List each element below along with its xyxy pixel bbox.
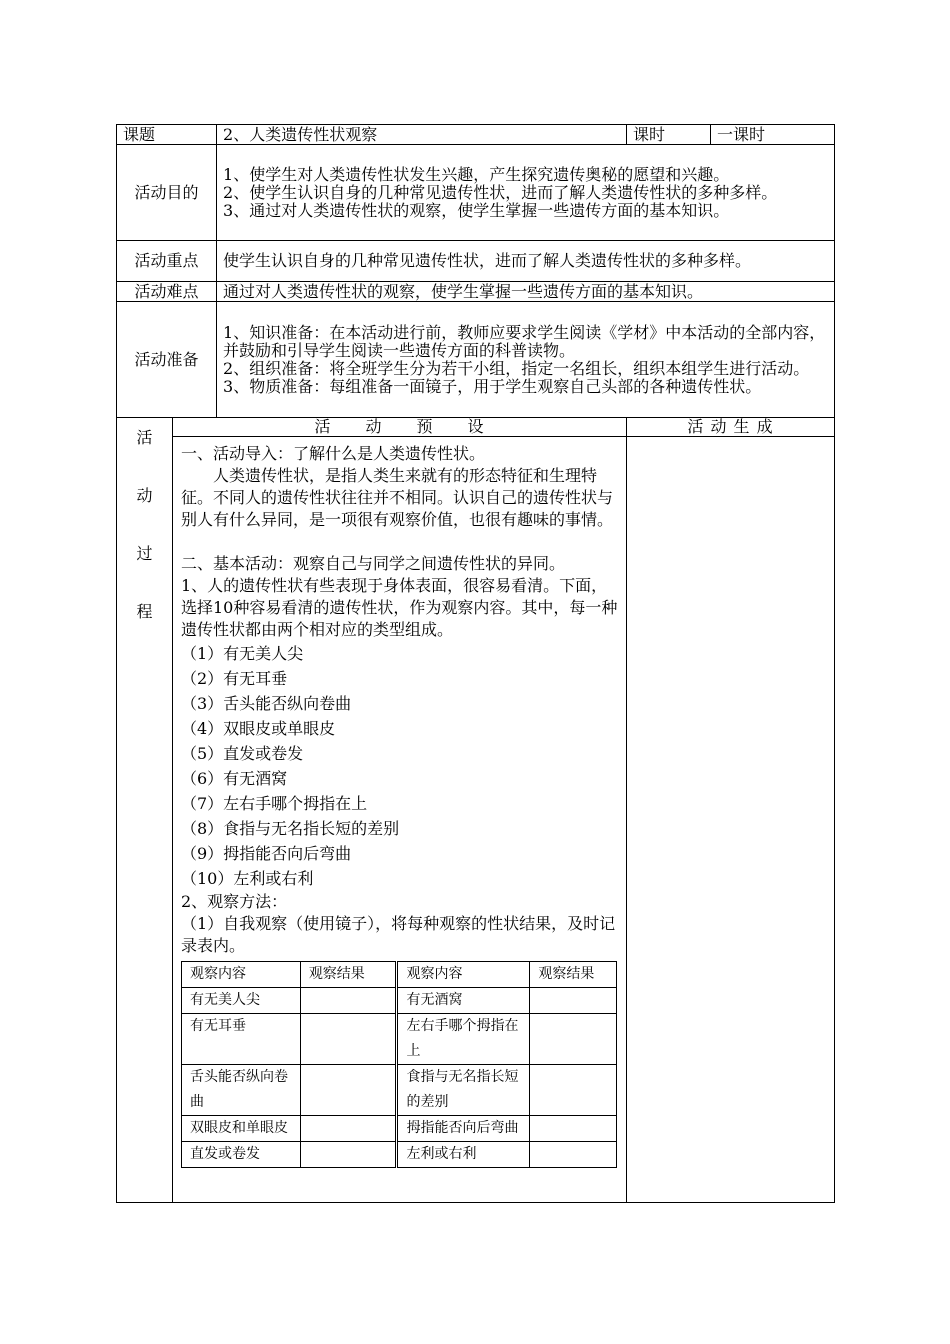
plan-content (173, 437, 627, 1203)
method-title: 2、观察方法： (181, 892, 288, 911)
goals-label: 活动目的 (117, 145, 217, 241)
period-label: 课时 (627, 125, 711, 145)
obs-cell: 左右手哪个拇指在上 (397, 1014, 530, 1065)
process-label-char: 过 (136, 544, 153, 563)
focus-text: 使学生认识自身的几种常见遗传性状，进而了解人类遗传性状的多种多样。 (217, 241, 835, 282)
difficulty-text: 通过对人类遗传性状的观察，使学生掌握一些遗传方面的基本知识。 (217, 282, 835, 302)
obs-result-cell[interactable] (300, 988, 397, 1014)
process-label-char: 活 (136, 428, 153, 447)
trait-item: （6）有无酒窝 (181, 769, 288, 788)
focus-row (117, 241, 835, 282)
table-row (182, 1014, 617, 1065)
obs-result-cell[interactable] (530, 988, 617, 1014)
obs-cell: 有无耳垂 (182, 1014, 301, 1065)
obs-result-cell[interactable] (300, 1116, 397, 1142)
obs-header: 观察结果 (530, 962, 617, 988)
prep-line: 3、物质准备：每组准备一面镜子，用于学生观察自己头部的各种遗传性状。 (223, 376, 762, 396)
obs-header-row (182, 962, 617, 988)
obs-result-cell[interactable] (530, 1014, 617, 1065)
obs-cell: 舌头能否纵向卷曲 (182, 1065, 301, 1116)
trait-item: （2）有无耳垂 (181, 669, 288, 688)
obs-result-cell[interactable] (300, 1065, 397, 1116)
intro-title: 一、活动导入：了解什么是人类遗传性状。 (181, 444, 486, 463)
goal-line: 3、通过对人类遗传性状的观察，使学生掌握一些遗传方面的基本知识。 (223, 200, 730, 220)
process-label (117, 418, 173, 1203)
goal-line: 2、使学生认识自身的几种常见遗传性状，进而了解人类遗传性状的多种多样。 (223, 182, 778, 202)
table-row (182, 1116, 617, 1142)
prep-row (117, 302, 835, 418)
obs-header: 观察内容 (182, 962, 301, 988)
goals-content (217, 145, 835, 241)
focus-label: 活动重点 (117, 241, 217, 282)
result-content[interactable] (627, 437, 835, 1203)
topic-value: 2、人类遗传性状观察 (217, 125, 627, 145)
table-row (182, 1142, 617, 1168)
goal-line: 1、使学生对人类遗传性状发生兴趣，产生探究遗传奥秘的愿望和兴趣。 (223, 164, 730, 184)
trait-item: （9）拇指能否向后弯曲 (181, 844, 352, 863)
trait-item: （1）有无美人尖 (181, 644, 304, 663)
obs-cell: 食指与无名指长短的差别 (397, 1065, 530, 1116)
observation-table (181, 961, 617, 1168)
process-label-char: 动 (136, 486, 153, 505)
trait-item: （5）直发或卷发 (181, 744, 304, 763)
obs-result-cell[interactable] (300, 1142, 397, 1168)
prep-label: 活动准备 (117, 302, 217, 418)
obs-header: 观察结果 (300, 962, 397, 988)
plan-header: 活 动 预 设 (173, 418, 627, 437)
trait-item: （3）舌头能否纵向卷曲 (181, 694, 352, 713)
process-label-char: 程 (136, 602, 153, 621)
obs-cell: 拇指能否向后弯曲 (397, 1116, 530, 1142)
obs-cell: 有无酒窝 (397, 988, 530, 1014)
obs-header: 观察内容 (397, 962, 530, 988)
trait-item: （7）左右手哪个拇指在上 (181, 794, 368, 813)
table-row (182, 1065, 617, 1116)
goals-row (117, 145, 835, 241)
topic-row (117, 125, 835, 145)
difficulty-row (117, 282, 835, 302)
table-row (182, 988, 617, 1014)
method-text: （1）自我观察（使用镜子），将每种观察的性状结果，及时记录表内。 (181, 914, 616, 955)
obs-cell: 双眼皮和单眼皮 (182, 1116, 301, 1142)
difficulty-label: 活动难点 (117, 282, 217, 302)
trait-item: （8）食指与无名指长短的差别 (181, 819, 400, 838)
prep-content (217, 302, 835, 418)
obs-result-cell[interactable] (530, 1142, 617, 1168)
prep-line: 1、知识准备：在本活动进行前，教师应要求学生阅读《学材》中本活动的全部内容，并鼓励和引导学生阅读一些遗传方面的科普读物。 (223, 322, 826, 360)
obs-result-cell[interactable] (530, 1116, 617, 1142)
obs-result-cell[interactable] (530, 1065, 617, 1116)
obs-result-cell[interactable] (300, 1014, 397, 1065)
trait-item: （4）双眼皮或单眼皮 (181, 719, 336, 738)
topic-label: 课题 (117, 125, 217, 145)
prep-line: 2、组织准备：将全班学生分为若干小组，指定一名组长，组织本组学生进行活动。 (223, 358, 810, 378)
basic-title: 二、基本活动：观察自己与同学之间遗传性状的异同。 (181, 554, 566, 573)
process-header-row (117, 418, 835, 437)
period-value: 一课时 (711, 125, 835, 145)
obs-cell: 左利或右利 (397, 1142, 530, 1168)
trait-item: （10）左利或右利 (181, 869, 314, 888)
obs-cell: 有无美人尖 (182, 988, 301, 1014)
obs-cell: 直发或卷发 (182, 1142, 301, 1168)
basic-text: 1、人的遗传性状有些表现于身体表面，很容易看清。下面，选择10种容易看清的遗传性状，作为观察内容。其中，每一种遗传性状都由两个相对应的类型组成。 (181, 576, 618, 639)
lesson-plan-table (116, 124, 835, 1203)
result-header: 活 动 生 成 (627, 418, 835, 437)
process-body-row (117, 437, 835, 1203)
intro-text: 人类遗传性状，是指人类生来就有的形态特征和生理特征。不同人的遗传性状往往并不相同。认识自己的遗传性状与别人有什么异同，是一项很有观察价值，也很有趣味的事情。 (181, 466, 614, 529)
